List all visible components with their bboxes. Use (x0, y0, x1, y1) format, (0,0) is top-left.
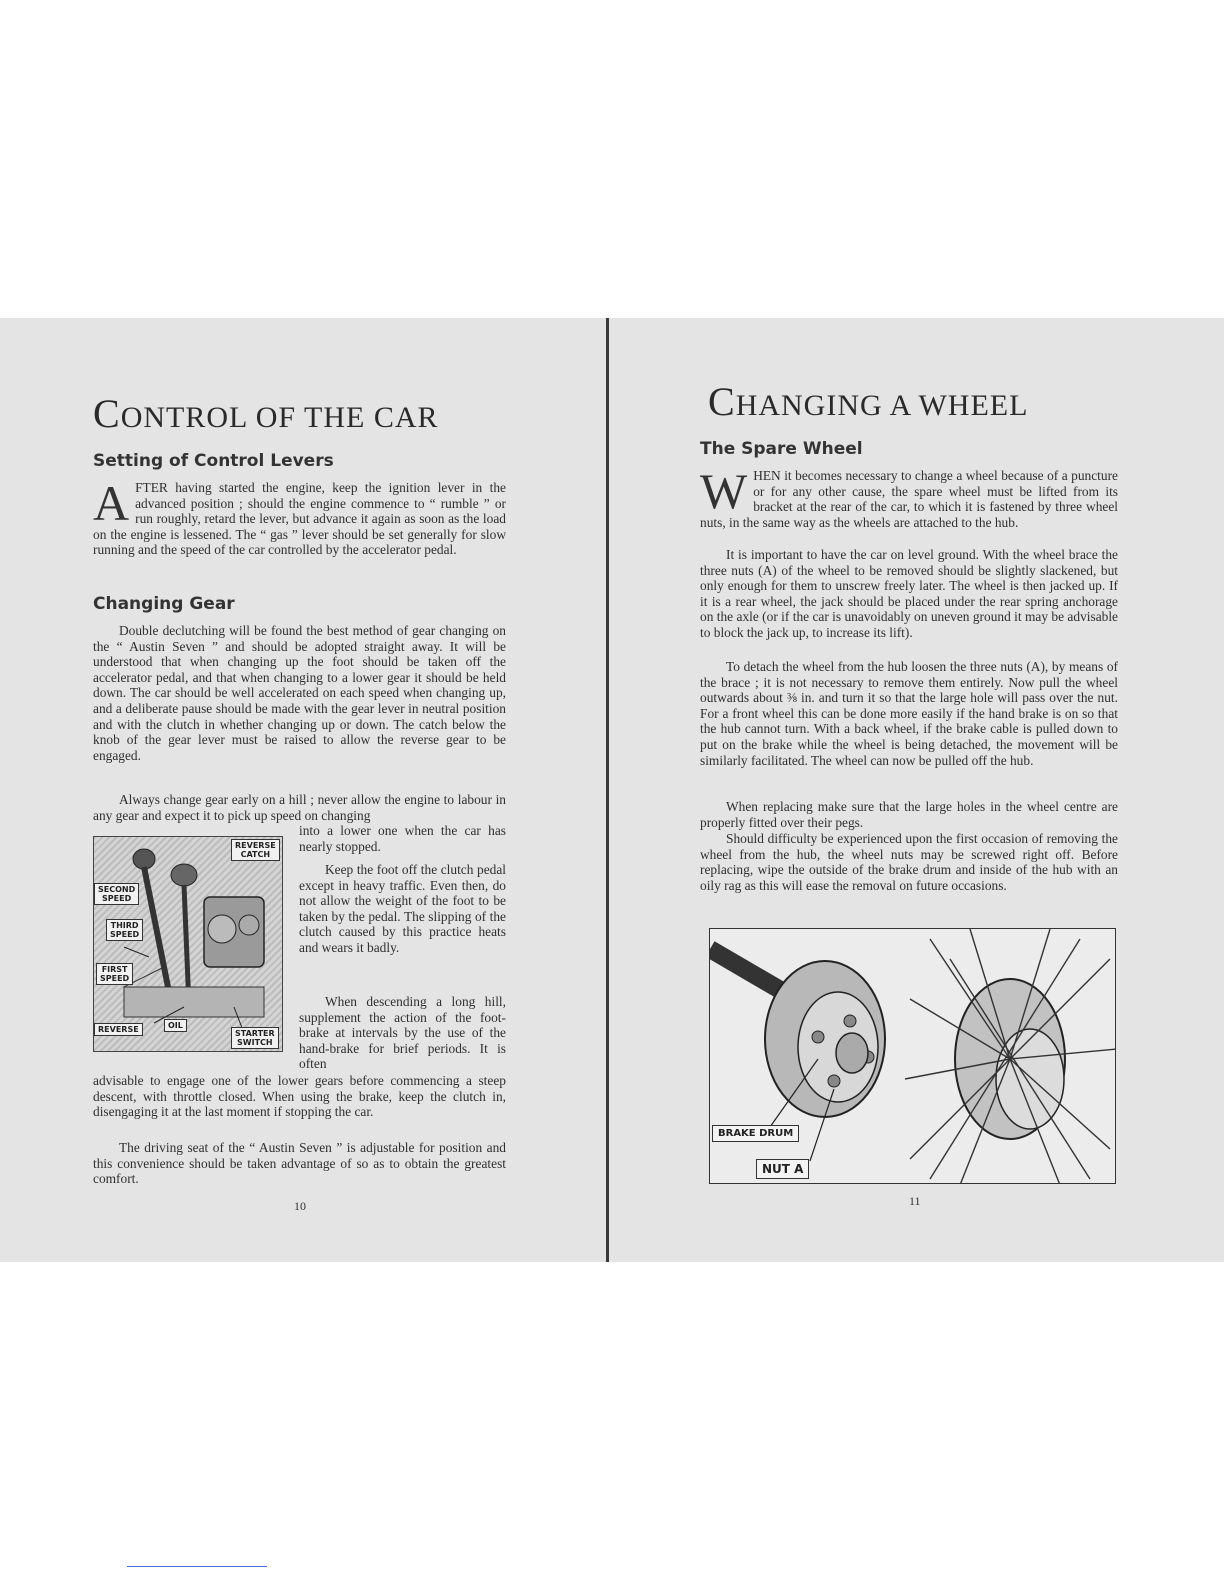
paragraph: Double declutching will be found the best method of gear changing on the “ Austin Seven ” and should be adopted straight away. It will be understood that when changing up the foot should be taken off the accelerator pedal, and that when changing to a lower gear it should be held down. The car should be well accelerated on each speed when changing up, and a deliberate pause should be made with the gear lever in neutral position and with the clutch in whether changing up or down. The catch below the knob of the gear lever must be raised to allow the reverse gear to be engaged. (93, 623, 506, 763)
paragraph: When descending a long hill, supplement the action of the foot-brake at intervals by the use of the hand-brake for brief periods. It is often (299, 994, 506, 1072)
paragraph: The driving seat of the “ Austin Seven ” is adjustable for position and this convenience should be taken advantage of so as to obtain the greatest comfort. (93, 1140, 506, 1187)
page-number: 10 (294, 1199, 306, 1213)
chapter-title: CHANGING A WHEEL (708, 379, 1029, 424)
drop-cap: A (93, 475, 130, 531)
paragraph: into a lower one when the car has nearly stopped. (299, 823, 506, 854)
drop-cap: W (700, 463, 748, 519)
paragraph: When replacing make sure that the large holes in the wheel centre are properly fitted over their pegs. (700, 799, 1118, 830)
paragraph: It is important to have the car on level ground. With the wheel brace the three nuts (A) of the wheel to be removed should be slightly slackened, but only enough for them to unscrew freely later. The wheel is then jacked up. If it is a rear wheel, the jack should be placed under the rear spring anchorage on the axle (or if the car is unavoidably on uneven ground it may be advisable to block the jack up, to increase its lift). (700, 547, 1118, 640)
label-reverse-catch: REVERSE CATCH (231, 839, 280, 861)
section-heading: The Spare Wheel (700, 439, 863, 459)
paragraph: To detach the wheel from the hub loosen the three nuts (A), by means of the brace ; it is not necessary to remove them entirely. Now pull the wheel outwards about ⅜ in. and turn it so that the large hole will pass over the nut. For a front wheel this can be done more easily if the hand brake is on so that the hub cannot turn. With a back wheel, if the brake cable is pulled down to put on the brake while the wheel is being detached, the movement will be similarly facilitated. The wheel can now be pulled off the hub. (700, 659, 1118, 768)
paragraph: Always change gear early on a hill ; never allow the engine to labour in any gear and expect it to pick up speed on changing (93, 792, 506, 823)
paragraph: Keep the foot off the clutch pedal except in heavy traffic. Even then, do not allow the weight of the foot to be taken by the pedal. The slipping of the clutch caused by this practice heats and wears it badly. (299, 862, 506, 955)
label-third-speed: THIRD SPEED (106, 919, 143, 941)
right-page (609, 318, 1224, 1262)
label-nut-a: NUT A (756, 1159, 809, 1179)
label-first-speed: FIRST SPEED (96, 963, 133, 985)
book-spread (0, 318, 1224, 1262)
section-heading: Setting of Control Levers (93, 451, 334, 471)
label-oil: OIL (164, 1019, 187, 1032)
paragraph: advisable to engage one of the lower gears before commencing a steep descent, with throttle closed. When using the brake, keep the clutch in, disengaging it at the last moment if stopping the car. (93, 1073, 506, 1120)
paragraph (93, 475, 506, 558)
left-page (0, 318, 606, 1262)
wheel-hub-diagram (709, 928, 1116, 1184)
section-heading: Changing Gear (93, 594, 235, 614)
wheel-hub-illustration (710, 929, 1116, 1184)
paragraph: Should difficulty be experienced upon the first occasion of removing the wheel from the hub, the wheel nuts may be screwed right off. Before replacing, wipe the outside of the brake drum and inside of the hub with an oily rag as this will ease the removal on future occasions. (700, 831, 1118, 893)
underline-mark (127, 1566, 267, 1567)
label-second-speed: SECOND SPEED (94, 883, 139, 905)
label-brake-drum: BRAKE DRUM (712, 1125, 799, 1142)
page-number: 11 (909, 1194, 921, 1208)
paragraph-text: FTER having started the engine, keep the ignition lever in the advanced position ; should the engine commence to “ rumble ” or run roughly, retard the lever, but advance it again as soon as the load on the engine is lessened. The “ gas ” lever should be set generally for slow running and the speed of the car controlled by the accelerator pedal. (93, 480, 506, 558)
paragraph (700, 463, 1118, 530)
gear-lever-diagram (93, 836, 283, 1052)
paragraph-text: HEN it becomes necessary to change a wheel because of a puncture or for any other cause, the spare wheel must be lifted from its bracket at the rear of the car, to which it is fastened by three wheel nuts, in the same way as the wheels are attached to the hub. (700, 468, 1118, 530)
gear-lever-illustration (94, 837, 284, 1053)
label-starter-switch: STARTER SWITCH (231, 1027, 279, 1049)
label-reverse: REVERSE (94, 1023, 143, 1036)
chapter-title: CONTROL OF THE CAR (93, 391, 439, 436)
